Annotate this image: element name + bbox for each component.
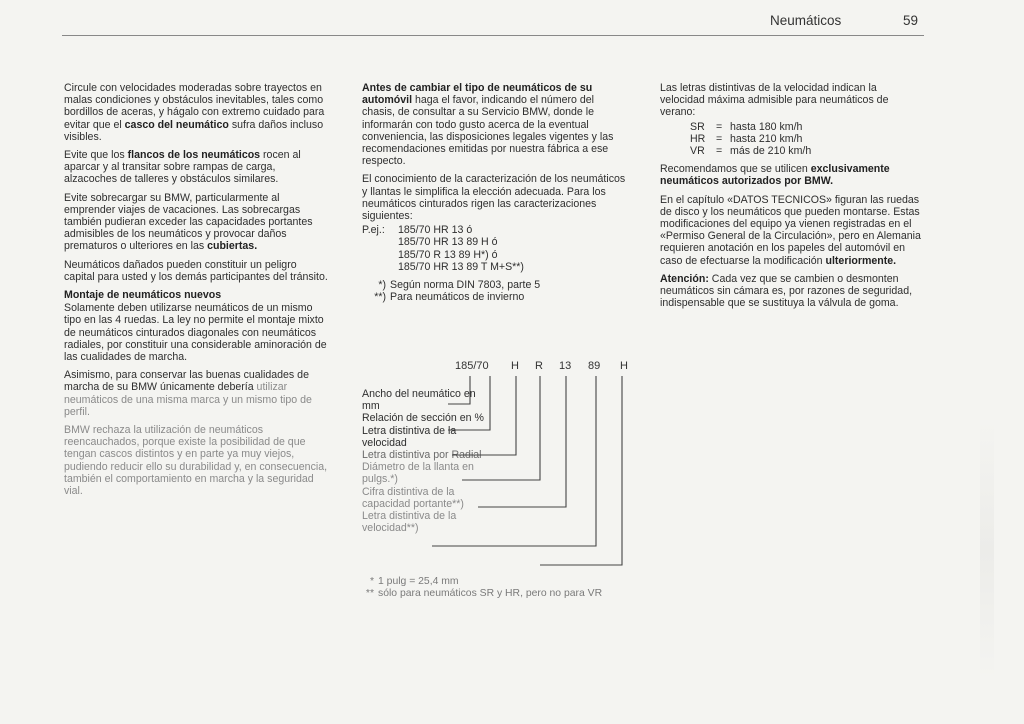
code-speed-symbol: H: [620, 360, 628, 372]
section-title: Neumáticos: [770, 13, 842, 28]
code-radial: R: [535, 360, 543, 372]
column-left: [64, 82, 328, 503]
example-list: [362, 224, 626, 273]
label-rim-diameter: Diámetro de la llanta en pulgs.*): [362, 461, 474, 486]
code-speed-letter: H: [511, 360, 519, 372]
paragraph-damaged-tires: Neumáticos dañados pueden constituir un peligro capital para usted y los demás participantes del tránsito.: [64, 258, 328, 283]
code-rim-diameter: 13: [559, 360, 572, 372]
label-speed-symbol: Letra distintiva de la velocidad**): [362, 510, 457, 535]
paragraph-recommendation: Recomendamos que se utilicen exclusivamente neumáticos autorizados por BMW.: [660, 163, 890, 188]
example-item: 185/70 HR 13 89 H ó: [398, 236, 498, 249]
footnote: **) Para neumáticos de invierno: [374, 291, 525, 304]
paragraph-sidewalls: Evite que los flancos de los neumáticos rocen al aparcar y al transitar sobre rampas de carga, alzacoches de talleres y obstáculos similares.: [64, 149, 301, 186]
column-right: [660, 82, 924, 315]
diagram-footnotes: [362, 576, 632, 600]
paragraph-technical-data: En el capítulo «DATOS TECNICOS» figuran las ruedas de disco y los neumáticos que pueden montarse. Estas modificaciones del equipo ya vienen registradas en el «Permiso General de la Circulación», pero en Alemania requieren anotación en los papeles del automóvil en caso de efectuarse la modificación ulteriormente.: [660, 193, 921, 267]
footnote: *) Según norma DIN 7803, parte 5: [378, 279, 541, 292]
paragraph-retreaded: BMW rechaza la utilización de neumáticos reencauchados, porque existe la posibilidad de que tengan cascos distintos y en parte ya muy viejos, pudiendo reducir ello su durabilidad y, en consecuencia, también el comportamiento en marcha y la seguridad vial.: [64, 424, 328, 498]
header-rule: [62, 35, 924, 36]
label-radial: Letra distintiva por Radial: [362, 449, 482, 462]
speed-row: HR = hasta 210 km/h: [690, 132, 803, 145]
label-width: Ancho del neumático en mm: [362, 388, 476, 413]
paragraph-same-type: Solamente deben utilizarse neumáticos de un mismo tipo en las 4 ruedas. La ley no permite el montaje mixto de neumáticos cinturados diagonales con neumáticos radiales, por constituir una considerable aminoración de las cualidades de marcha.: [64, 302, 327, 364]
example-item: 185/70 R 13 89 H*) ó: [398, 248, 498, 261]
footnote: * 1 pulg = 25,4 mm: [369, 576, 459, 587]
diagram-labels: [362, 388, 492, 534]
code-load-index: 89: [588, 360, 601, 372]
paragraph-attention: Atención: Cada vez que se cambien o desmonten neumáticos sin cámara es, por razones de seguridad, indispensable que se sustituya la válvula de goma.: [660, 272, 913, 310]
speed-table: [690, 121, 924, 158]
page-number: 59: [903, 13, 919, 28]
paragraph-moderate-speed: Circule con velocidades moderadas sobre trayectos en malas condiciones y obstáculos inevitables, tales como bordillos de aceras, y hágalo con extremo cuidado para evitar que el casco del neumático sufra daños incluso visibles.: [64, 82, 325, 143]
paragraph-speed-letters: Las letras distintivas de la velocidad indican la velocidad máxima admisible para neumáticos de verano:: [660, 82, 889, 119]
label-aspect-ratio: Relación de sección en %: [362, 412, 484, 425]
example-label: P.ej.:: [362, 224, 385, 237]
paragraph-overload: Evite sobrecargar su BMW, particularmente al emprender viajes de vacaciones. Las sobrecargas también pudieran exceder las capacidades portantes admisibles de los neumáticos y provocar daños prematuros o ulteriores en las cubiertas.: [64, 191, 313, 253]
paragraph-characterization: El conocimiento de la caracterización de los neumáticos y llantas le simplifica la elección adecuada. Para los neumáticos cinturados rigen las caracterizaciones siguientes:: [362, 173, 626, 223]
page-edge-shadow: [980, 420, 994, 680]
example-item: 185/70 HR 13 ó: [398, 224, 473, 237]
speed-row: VR = más de 210 km/h: [690, 145, 812, 158]
speed-row: SR = hasta 180 km/h: [690, 120, 803, 133]
label-load-index: Cifra distintiva de la capacidad portante**): [362, 485, 464, 510]
label-speed-letter: Letra distintiva de la velocidad: [362, 424, 457, 449]
paragraph-same-brand: Asimismo, para conservar las buenas cualidades de marcha de su BMW únicamente debería utilizar neumáticos de una misma marca y un mismo tipo de perfil.: [64, 369, 312, 418]
paragraph-before-changing: Antes de cambiar el tipo de neumáticos de su automóvil haga el favor, indicando el número del chasis, de consultar a su Servicio BMW, donde le informarán con todo gusto acerca de la eventual conveniencia, las disposiciones legales vigentes y las recomendaciones emitidas por nuestra fábrica a ese respecto.: [362, 82, 614, 168]
footnote: ** sólo para neumáticos SR y HR, pero no para VR: [365, 587, 603, 599]
heading-new-tires: Montaje de neumáticos nuevos: [64, 289, 222, 302]
code-width: 185/70: [455, 360, 489, 372]
example-item: 185/70 HR 13 89 T M+S**): [398, 260, 524, 273]
column-middle: [362, 82, 626, 303]
